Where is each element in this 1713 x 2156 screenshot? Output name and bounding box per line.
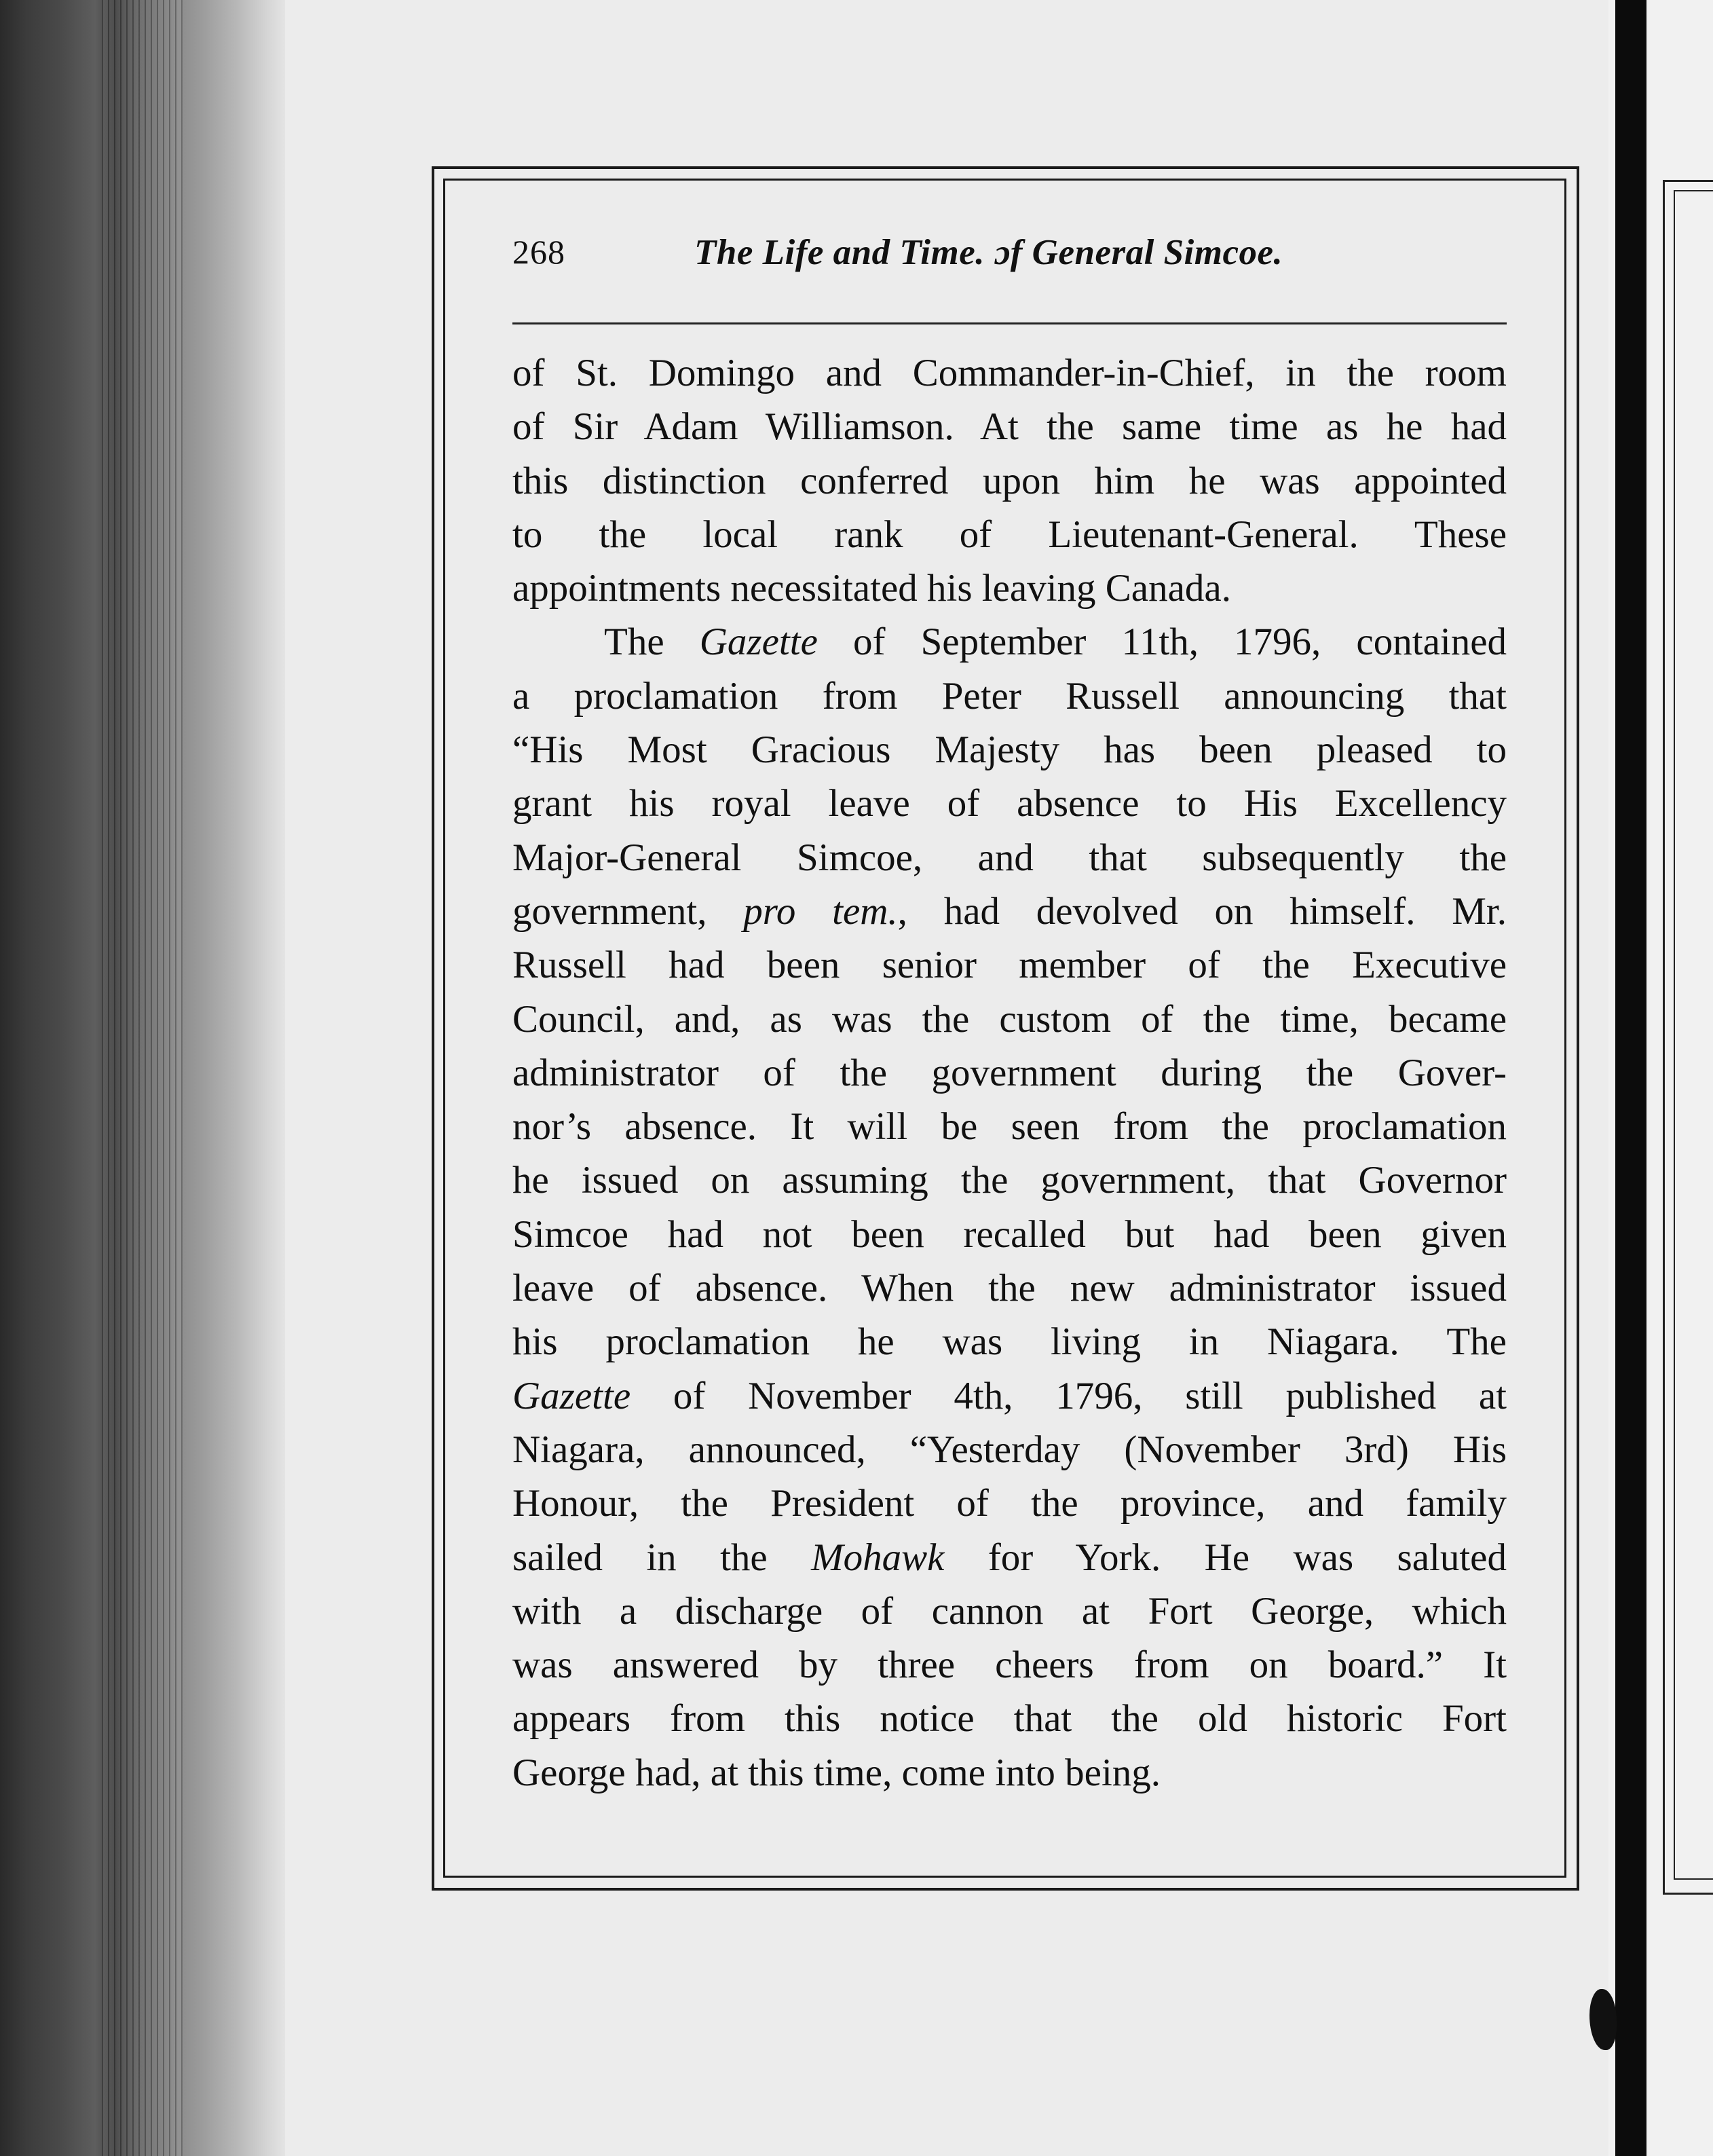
text-line: [512, 723, 1507, 777]
text-span: “His Most Gracious Majesty has been pleased to: [512, 728, 1507, 772]
page-number: 268: [512, 233, 565, 271]
text-line: [512, 1369, 1507, 1423]
text-span: , had devolved on himself. Mr.: [897, 889, 1507, 933]
adjacent-page-frame-inner: [1674, 190, 1713, 1880]
text-span: appears from this notice that the old historic Fort: [512, 1697, 1507, 1741]
text-span: George had, at this time, come into being.: [512, 1751, 1161, 1794]
text-span: The: [604, 620, 700, 664]
italic-text: pro tem.: [743, 889, 898, 933]
text-line: [512, 1423, 1507, 1476]
text-span: his proclamation he was living in Niagara. The: [512, 1320, 1507, 1364]
text-line: [512, 400, 1507, 453]
text-line: [512, 346, 1507, 400]
text-span: a proclamation from Peter Russell announcing that: [512, 674, 1507, 718]
text-span: administrator of the government during the Gover-: [512, 1051, 1507, 1094]
text-line: [512, 615, 1507, 669]
text-span: for York. He was saluted: [944, 1536, 1507, 1579]
text-span: Council, and, as was the custom of the time, became: [512, 997, 1507, 1041]
text-span: of September 11th, 1796, contained: [817, 620, 1507, 664]
header-rule: [512, 322, 1507, 324]
italic-text: Gazette: [699, 620, 818, 664]
text-line: [512, 1584, 1507, 1638]
text-span: grant his royal leave of absence to His Excellency: [512, 782, 1507, 825]
text-line: [512, 1531, 1507, 1584]
text-span: with a discharge of cannon at Fort George, which: [512, 1589, 1507, 1633]
text-line: [512, 1638, 1507, 1692]
text-span: he issued on assuming the government, that Governor: [512, 1159, 1507, 1202]
text-line: [512, 1208, 1507, 1261]
text-span: to the local rank of Lieutenant-General. These: [512, 513, 1507, 556]
text-span: this distinction conferred upon him he was appointed: [512, 459, 1507, 502]
scan-smudge: [1589, 1989, 1617, 2050]
text-line: [512, 508, 1507, 561]
text-span: sailed in the: [512, 1536, 812, 1579]
running-title: The Life and Time. ɔf General Simcoe.: [694, 233, 1283, 272]
text-line: [512, 1476, 1507, 1530]
text-line: [512, 885, 1507, 938]
text-span: Niagara, announced, “Yesterday (November 3rd) His: [512, 1428, 1507, 1471]
text-span: of November 4th, 1796, still published at: [630, 1374, 1507, 1417]
text-span: nor’s absence. It will be seen from the proclamation: [512, 1105, 1507, 1149]
text-line: [512, 1100, 1507, 1153]
text-line: [512, 1315, 1507, 1369]
text-line: [512, 561, 1507, 615]
text-span: Russell had been senior member of the Executive: [512, 944, 1507, 987]
text-line: [512, 1692, 1507, 1745]
body-text: [512, 346, 1507, 1800]
text-line: [512, 777, 1507, 830]
text-line: [512, 1046, 1507, 1100]
text-span: Honour, the President of the province, and family: [512, 1482, 1507, 1525]
text-span: leave of absence. When the new administrator issued: [512, 1267, 1507, 1310]
text-span: of Sir Adam Williamson. At the same time as he had: [512, 405, 1507, 449]
text-span: Simcoe had not been recalled but had been given: [512, 1212, 1507, 1256]
text-span: Major-General Simcoe, and that subsequently the: [512, 836, 1507, 879]
text-line: [512, 1261, 1507, 1315]
text-span: of St. Domingo and Commander-in-Chief, in the room: [512, 352, 1507, 394]
text-span: was answered by three cheers from on board.” It: [512, 1643, 1507, 1687]
text-span: appointments necessitated his leaving Canada.: [512, 567, 1231, 610]
text-line: [512, 938, 1507, 992]
page-edges: [102, 0, 183, 2156]
text-line: [512, 454, 1507, 508]
text-line: [512, 1746, 1507, 1800]
text-line: [512, 992, 1507, 1046]
gutter-shadow: [1615, 0, 1646, 2156]
text-line: [512, 1153, 1507, 1207]
text-span: government,: [512, 889, 744, 933]
italic-text: Gazette: [512, 1374, 631, 1417]
text-line: [512, 669, 1507, 723]
italic-text: Mohawk: [811, 1536, 945, 1579]
running-head: [512, 232, 1503, 286]
text-line: [512, 831, 1507, 885]
